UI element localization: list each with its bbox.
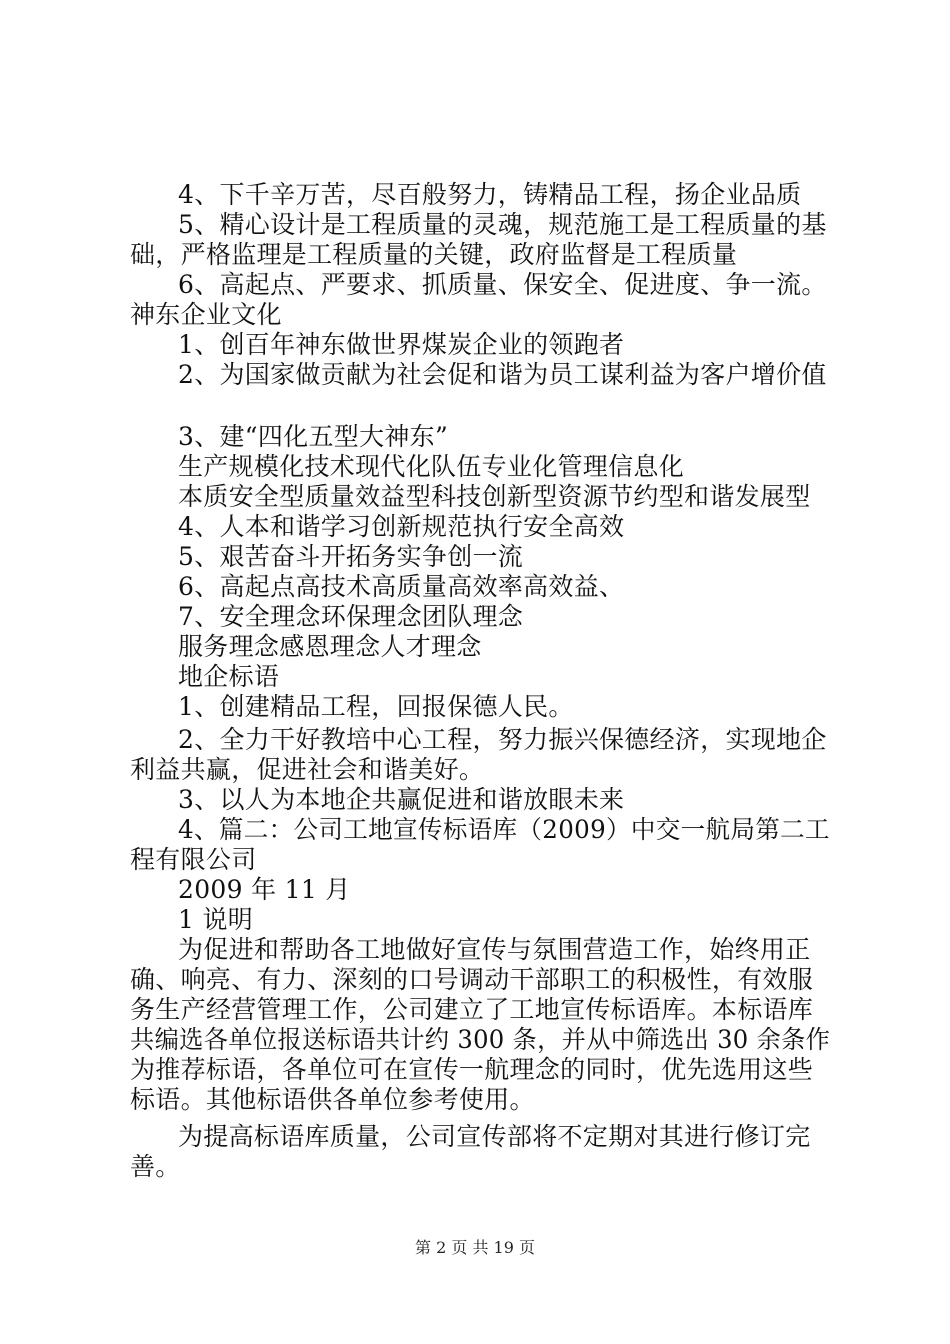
text-line: 4、篇二：公司工地宣传标语库（2009）中交一航局第二工 xyxy=(178,815,830,844)
text-line: 标语。其他标语供各单位参考使用。 xyxy=(130,1085,535,1114)
text-line: 1、创百年神东做世界煤炭企业的领跑者 xyxy=(178,330,625,359)
text-line: 服务理念感恩理念人才理念 xyxy=(178,632,482,661)
text-line: 为推荐标语，各单位可在宣传一航理念的同时，优先选用这些 xyxy=(130,1055,814,1084)
section-heading: 地企标语 xyxy=(178,662,280,691)
date-line: 2009 年 11 月 xyxy=(178,875,351,904)
section-heading: 1 说明 xyxy=(178,905,254,934)
text-line: 1、创建精品工程，回报保德人民。 xyxy=(178,692,574,721)
section-heading: 神东企业文化 xyxy=(130,300,282,329)
text-line: 5、精心设计是工程质量的灵魂，规范施工是工程质量的基 xyxy=(178,210,827,239)
text-line: 确、响亮、有力、深刻的口号调动干部职工的积极性，有效服 xyxy=(130,965,814,994)
text-line: 7、安全理念环保理念团队理念 xyxy=(178,602,524,631)
text-line: 共编选各单位报送标语共计约 300 条，并从中筛选出 30 余条作 xyxy=(130,1025,831,1054)
text-line: 为促进和帮助各工地做好宣传与氛围营造工作，始终用正 xyxy=(178,935,811,964)
text-line: 6、高起点、严要求、抓质量、保安全、促进度、争一流。 xyxy=(178,270,827,299)
text-line: 4、人本和谐学习创新规范执行安全高效 xyxy=(178,512,625,541)
text-line: 2、全力干好教培中心工程，努力振兴保德经济，实现地企 xyxy=(178,725,827,754)
text-line: 6、高起点高技术高质量高效率高效益、 xyxy=(178,572,625,601)
text-line: 础，严格监理是工程质量的关键，政府监督是工程质量 xyxy=(130,240,738,269)
text-line: 程有限公司 xyxy=(130,845,257,874)
text-line: 利益共赢，促进社会和谐美好。 xyxy=(130,755,485,784)
text-line: 本质安全型质量效益型科技创新型资源节约型和谐发展型 xyxy=(178,482,811,511)
text-line: 生产规模化技术现代化队伍专业化管理信息化 xyxy=(178,452,685,481)
text-line: 3、建“四化五型大神东” xyxy=(178,422,449,451)
text-line: 3、以人为本地企共赢促进和谐放眼未来 xyxy=(178,785,625,814)
page-footer: 第 2 页 共 19 页 xyxy=(415,1238,535,1257)
text-line: 4、下千辛万苦，尽百般努力，铸精品工程，扬企业品质 xyxy=(178,180,802,209)
text-line: 5、艰苦奋斗开拓务实争创一流 xyxy=(178,542,524,571)
text-line: 务生产经营管理工作，公司建立了工地宣传标语库。本标语库 xyxy=(130,995,814,1024)
text-line: 2、为国家做贡献为社会促和谐为员工谋利益为客户增价值 xyxy=(178,360,827,389)
text-line: 善。 xyxy=(130,1152,181,1181)
text-line: 为提高标语库质量，公司宣传部将不定期对其进行修订完 xyxy=(178,1122,811,1151)
